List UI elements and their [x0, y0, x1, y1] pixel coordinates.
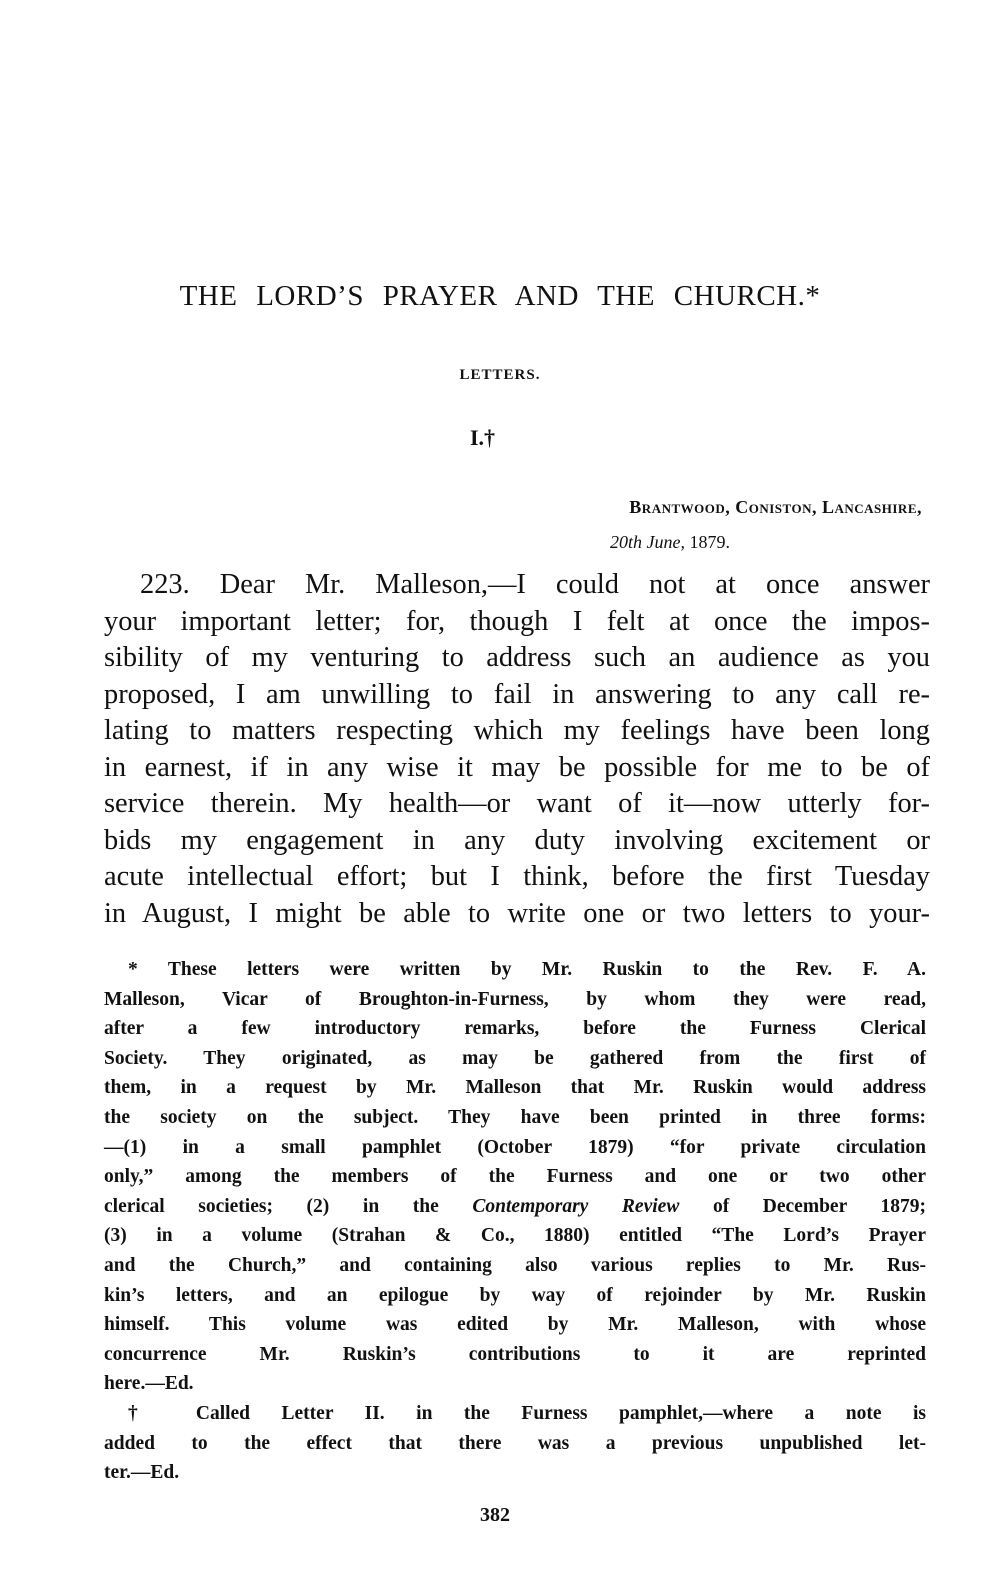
body-line: your important letter; for, though I felt at once the impos-: [104, 605, 930, 637]
date-day-month: 20th June,: [610, 532, 685, 552]
footnote-line: kin’s letters, and an epilogue by way of rejoinder by Mr. Ruskin: [104, 1284, 926, 1306]
footnote-line: Society. They originated, as may be gathered from the first of: [104, 1047, 926, 1069]
footnote-line: the society on the subject. They have been printed in three forms:: [104, 1106, 926, 1128]
footnote-line: —(1) in a small pamphlet (October 1879) “for private circulation: [104, 1136, 926, 1158]
page-title: THE LORD’S PRAYER AND THE CHURCH.*: [179, 280, 821, 312]
footnote-line: (3) in a volume (Strahan & Co., 1880) entitled “The Lord’s Prayer: [104, 1225, 926, 1247]
body-line: proposed, I am unwilling to fail in answering to any call re-: [104, 678, 930, 710]
footnote-italic-title: Contemporary Review: [472, 1195, 680, 1217]
body-line: in earnest, if in any wise it may be possible for me to be of: [104, 751, 930, 783]
letter-address: [629, 497, 922, 518]
date-year: 1879.: [684, 532, 730, 552]
letter-date: [610, 532, 730, 553]
address-line: Brantwood, Coniston, Lancashire,: [629, 497, 922, 517]
footnote-line: * These letters were written by Mr. Ruskin to the Rev. F. A.: [128, 959, 926, 980]
body-line: in August, I might be able to write one or two letters to your-: [104, 897, 930, 929]
letter-body: [104, 567, 930, 932]
body-line: acute intellectual effort; but I think, before the first Tuesday: [104, 861, 930, 892]
footnote-line: only,” among the members of the Furness and one or two other: [104, 1166, 926, 1188]
footnote-line: added to the effect that there was a previous unpublished let-: [104, 1432, 926, 1454]
body-line: bids my engagement in any duty involving excitement or: [104, 824, 930, 856]
footnote-line: † Called Letter II. in the Furness pamphlet,—where a note is: [128, 1402, 926, 1424]
footnote-line: ter.—Ed.: [104, 1462, 180, 1484]
footnote-line: after a few introductory remarks, before the Furness Clerical: [104, 1018, 926, 1040]
section-subtitle: LETTERS.: [459, 367, 541, 383]
footnote-text: of December 1879;: [679, 1195, 926, 1217]
letter-numeral: I.†: [470, 425, 496, 450]
footnote-text: clerical societies; (2) in the: [104, 1195, 473, 1217]
footnote-line-mixed: [104, 1192, 926, 1222]
body-line: sibility of my venturing to address such an audience as you: [104, 642, 930, 673]
footnote-line: Malleson, Vicar of Broughton-in-Furness, by whom they were read,: [104, 988, 926, 1010]
footnote-line: and the Church,” and containing also various replies to Mr. Rus-: [104, 1254, 926, 1276]
body-line: service therein. My health—or want of it—now utterly for-: [104, 788, 930, 819]
footnote-line: here.—Ed.: [104, 1373, 194, 1395]
page-number: 382: [480, 1504, 510, 1526]
footnote-line: them, in a request by Mr. Malleson that Mr. Ruskin would address: [104, 1077, 926, 1099]
footnotes: [104, 955, 926, 1488]
footnote-line: himself. This volume was edited by Mr. Malleson, with whose: [104, 1314, 926, 1336]
body-line: 223. Dear Mr. Malleson,—I could not at once answer: [140, 569, 930, 600]
footnote-line: concurrence Mr. Ruskin’s contributions to it are reprinted: [104, 1343, 926, 1365]
body-line: lating to matters respecting which my feelings have been long: [104, 715, 930, 746]
